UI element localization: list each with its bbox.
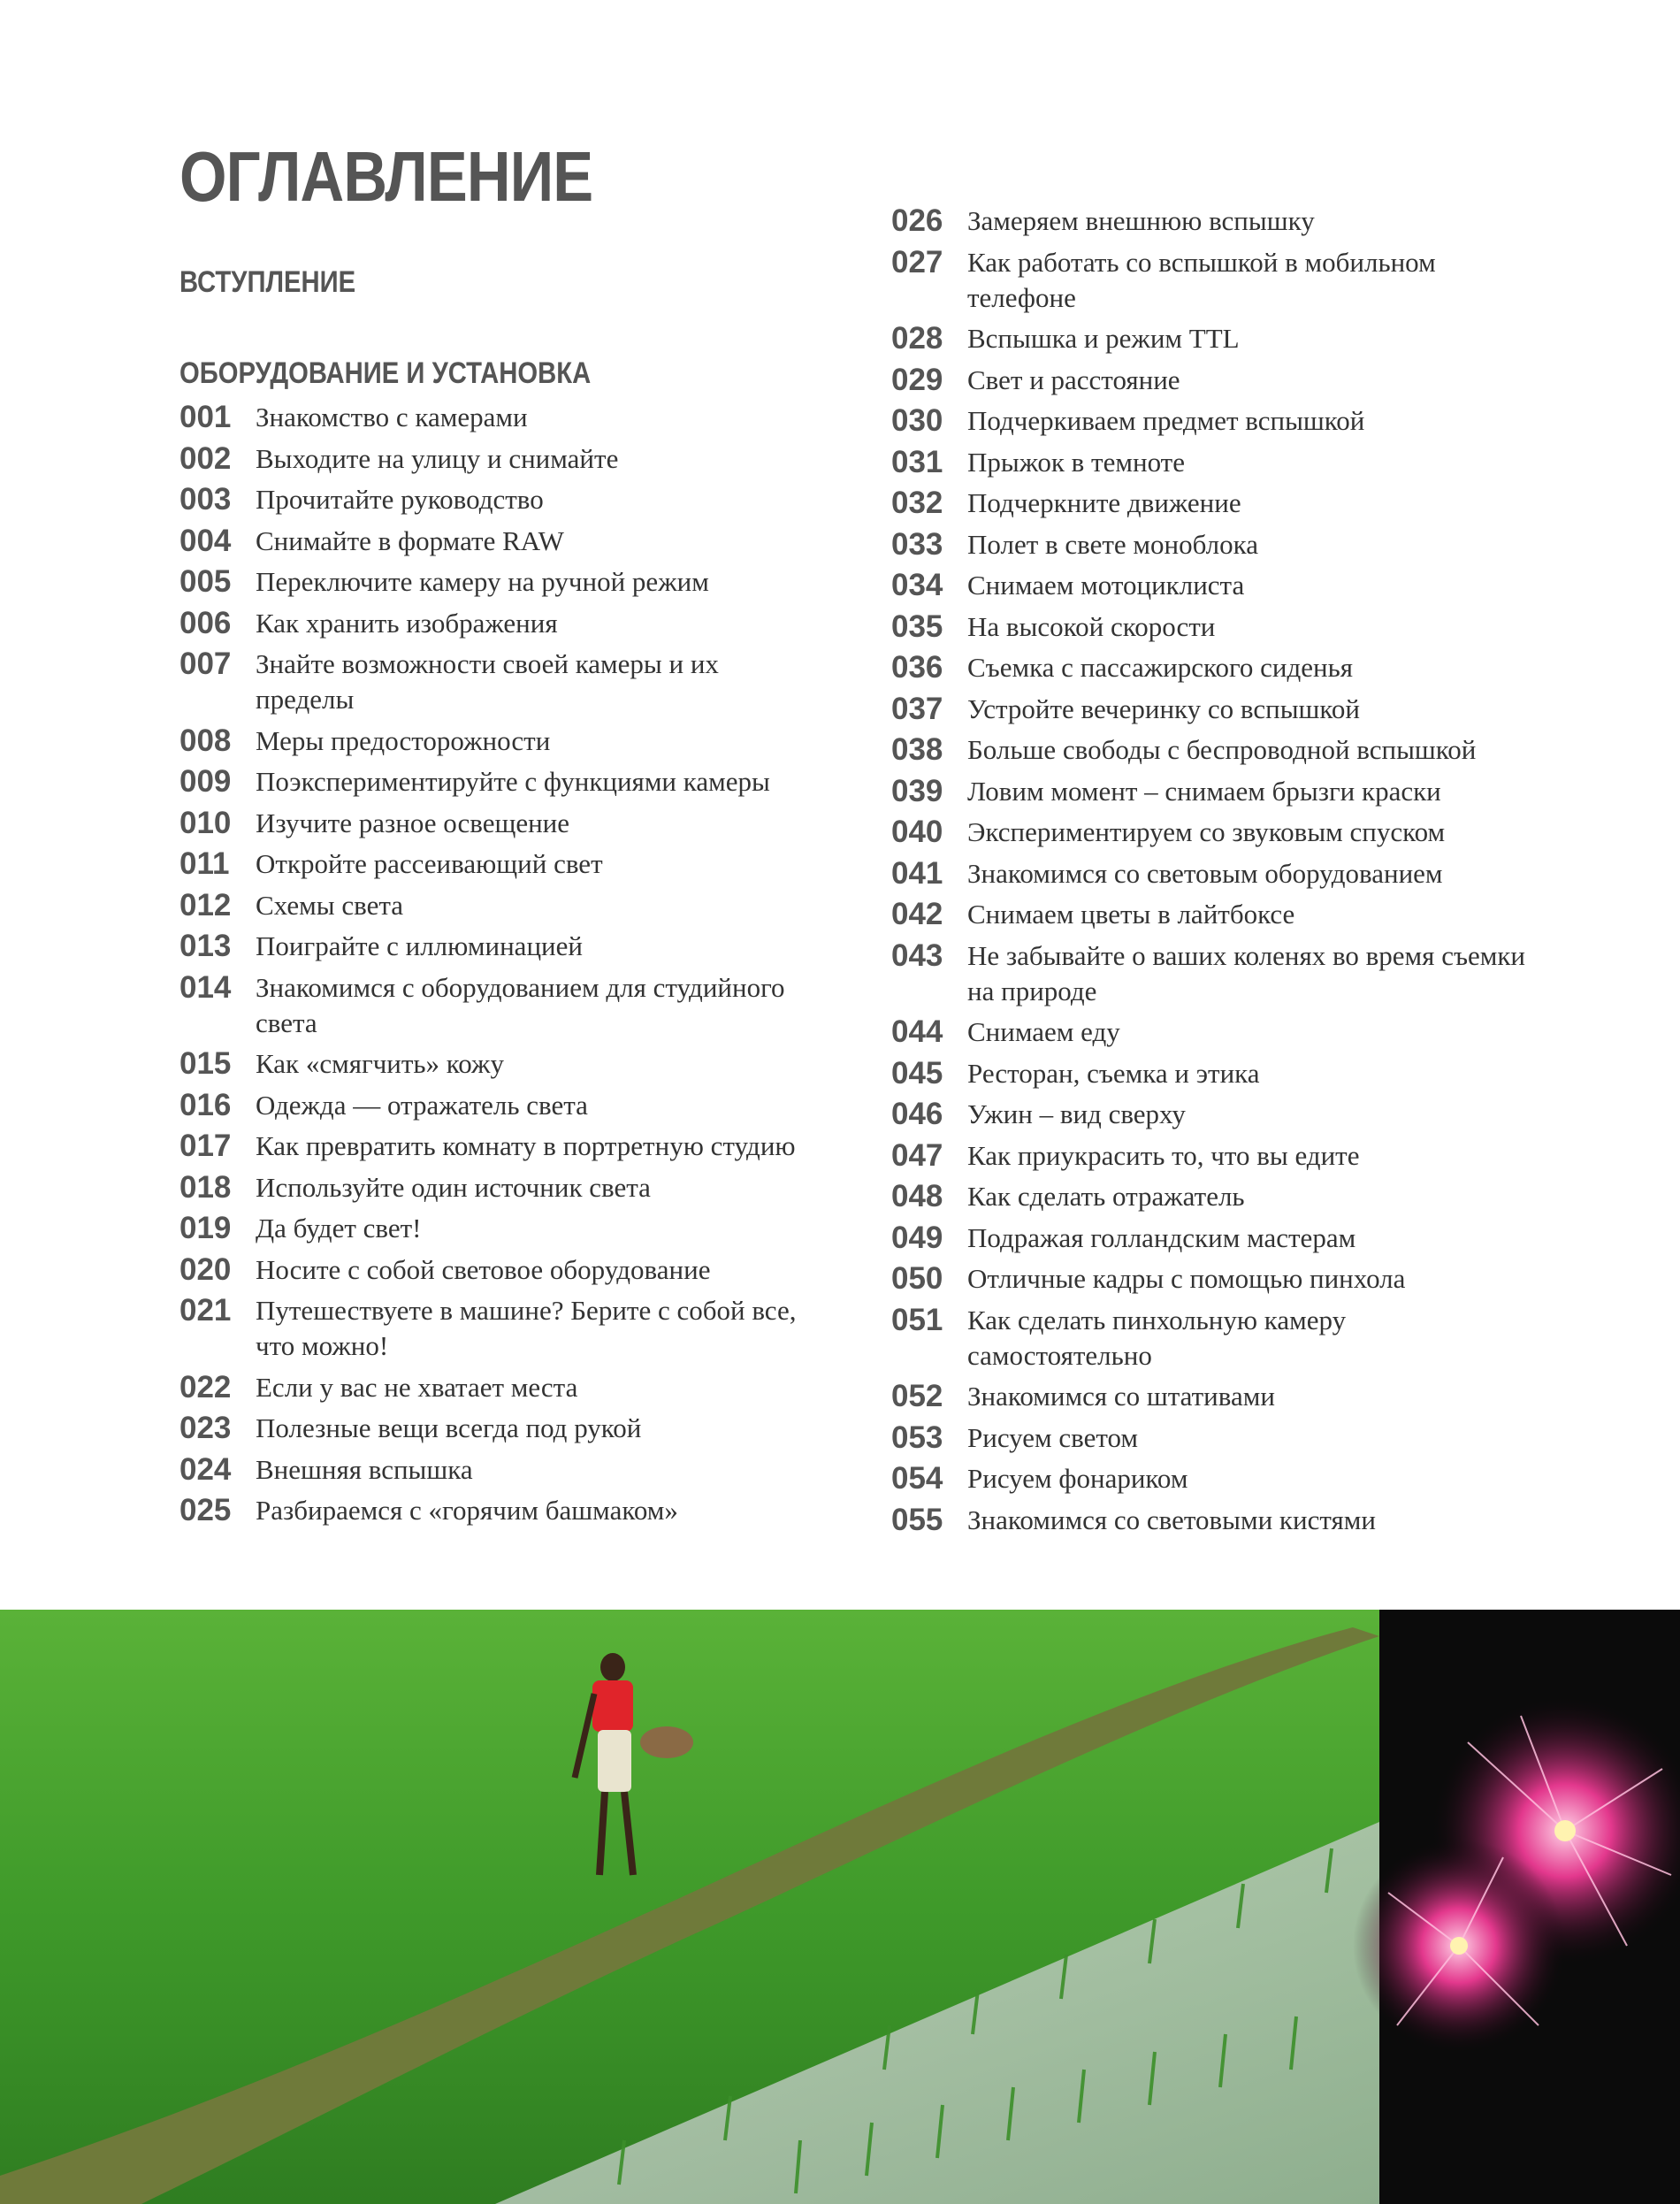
toc-entry-title: Снимаем еду xyxy=(967,1016,1120,1047)
toc-entry-title: Как превратить комнату в портретную студию xyxy=(256,1130,796,1161)
toc-entry xyxy=(891,1014,1599,1050)
toc-entry-title: Поиграйте с иллюминацией xyxy=(256,930,583,961)
toc-entry-title: Не забывайте о ваших коленях во время съемки на природе xyxy=(967,939,1526,1006)
toc-entry-number: 034 xyxy=(891,568,943,602)
toc-entry xyxy=(891,1138,1599,1174)
toc-entry xyxy=(179,929,887,964)
toc-entry-number: 055 xyxy=(891,1502,943,1537)
toc-entry-number: 029 xyxy=(891,362,943,397)
toc-entry-number: 009 xyxy=(179,764,232,799)
toc-entry-number: 039 xyxy=(891,773,943,808)
toc-entry-title: Ресторан, съемка и этика xyxy=(967,1057,1260,1089)
toc-column-right xyxy=(891,203,1599,1543)
toc-entry xyxy=(179,1252,887,1288)
toc-entry-title: Подчеркните движение xyxy=(967,487,1241,518)
fireworks-photo xyxy=(1353,1610,1680,2204)
toc-entry xyxy=(891,445,1599,480)
toc-entry xyxy=(179,888,887,923)
toc-entry xyxy=(179,1452,887,1488)
toc-entry-title: Отличные кадры с помощью пинхола xyxy=(967,1263,1406,1294)
toc-entry-number: 024 xyxy=(179,1451,232,1487)
toc-entry xyxy=(891,203,1599,239)
toc-entry-title: Как сделать пинхольную камеру самостоятельно xyxy=(967,1304,1347,1371)
toc-entry-number: 041 xyxy=(891,855,943,891)
toc-entry-title: Снимаем мотоциклиста xyxy=(967,570,1245,601)
toc-entry-number: 028 xyxy=(891,321,943,356)
toc-entry xyxy=(891,938,1599,1009)
toc-entry-number: 026 xyxy=(891,203,943,238)
toc-entry-title: Откройте рассеивающий свет xyxy=(256,848,603,879)
page-title: ОГЛАВЛЕНИЕ xyxy=(179,137,593,216)
toc-entry xyxy=(891,609,1599,645)
toc-entry xyxy=(179,1370,887,1405)
toc-entry xyxy=(179,846,887,882)
toc-entry-title: Прочитайте руководство xyxy=(256,484,544,515)
section-heading-equipment: ОБОРУДОВАНИЕ И УСТАНОВКА xyxy=(179,356,592,390)
toc-entry xyxy=(179,1493,887,1528)
toc-entry-number: 014 xyxy=(179,969,232,1005)
toc-entry-title: Схемы света xyxy=(256,889,404,921)
toc-entry xyxy=(891,732,1599,768)
toc-entry xyxy=(179,806,887,841)
toc-entry-number: 054 xyxy=(891,1461,943,1496)
toc-entry-number: 023 xyxy=(179,1411,232,1445)
toc-entry xyxy=(179,1170,887,1205)
toc-entry-title: Вспышка и режим TTL xyxy=(967,323,1240,354)
toc-entry-number: 007 xyxy=(179,647,232,681)
toc-entry-number: 042 xyxy=(891,897,943,931)
toc-entry xyxy=(179,1411,887,1446)
toc-entry xyxy=(179,564,887,600)
toc-column-left xyxy=(179,400,887,1534)
toc-entry xyxy=(891,403,1599,439)
toc-entry-number: 012 xyxy=(179,887,232,922)
toc-entry-number: 047 xyxy=(891,1137,943,1173)
toc-entry-title: Поэкспериментируйте с функциями камеры xyxy=(256,766,770,797)
toc-entry-title: Съемка с пассажирского сиденья xyxy=(967,652,1354,683)
toc-entry xyxy=(179,1046,887,1082)
toc-entry-title: Используйте один источник света xyxy=(256,1171,651,1203)
toc-entry-number: 052 xyxy=(891,1379,943,1413)
toc-entry-title: На высокой скорости xyxy=(967,610,1216,642)
toc-entry xyxy=(891,1303,1599,1374)
toc-entry-title: Как «смягчить» кожу xyxy=(256,1048,504,1079)
toc-entry-title: Знакомимся со штативами xyxy=(967,1381,1275,1412)
toc-entry-title: Подражая голландским мастерам xyxy=(967,1221,1356,1253)
toc-entry-number: 031 xyxy=(891,444,943,479)
toc-entry-title: Как хранить изображения xyxy=(256,607,558,639)
toc-entry-title: Если у вас не хватает места xyxy=(256,1371,578,1403)
toc-entry-title: Прыжок в темноте xyxy=(967,446,1185,478)
toc-entry xyxy=(891,692,1599,727)
toc-entry-number: 011 xyxy=(179,846,230,881)
toc-entry xyxy=(891,1420,1599,1456)
toc-entry xyxy=(179,764,887,800)
toc-entry-number: 027 xyxy=(891,244,943,279)
toc-entry-title: Знакомимся со световым оборудованием xyxy=(967,857,1443,889)
rice-field-photo xyxy=(0,1610,1379,2204)
toc-entry-title: Подчеркиваем предмет вспышкой xyxy=(967,405,1365,436)
toc-entry-title: Полезные вещи всегда под рукой xyxy=(256,1412,642,1443)
toc-entry-title: Носите с собой световое оборудование xyxy=(256,1253,711,1285)
toc-entry xyxy=(891,897,1599,932)
toc-entry xyxy=(891,815,1599,850)
toc-entry-number: 008 xyxy=(179,723,232,758)
toc-entry-number: 051 xyxy=(891,1302,943,1337)
toc-entry-number: 001 xyxy=(179,400,232,434)
toc-entry xyxy=(179,606,887,641)
toc-entry xyxy=(179,1129,887,1164)
toc-entry-number: 048 xyxy=(891,1179,943,1213)
toc-entry-number: 004 xyxy=(179,523,232,558)
toc-entry-title: Рисуем светом xyxy=(967,1421,1139,1453)
toc-entry-number: 010 xyxy=(179,805,232,840)
toc-entry-title: Снимайте в формате RAW xyxy=(256,524,564,556)
toc-entry xyxy=(179,482,887,517)
toc-entry xyxy=(179,1293,887,1364)
toc-entry-title: Знакомимся с оборудованием для студийного света xyxy=(256,971,785,1038)
toc-entry-number: 005 xyxy=(179,564,232,599)
toc-entry-number: 022 xyxy=(179,1369,232,1404)
toc-entry-title: Одежда — отражатель света xyxy=(256,1089,588,1121)
toc-entry xyxy=(179,1211,887,1246)
toc-entry-title: Путешествуете в машине? Берите с собой все, что можно! xyxy=(256,1295,797,1361)
toc-entry-number: 019 xyxy=(179,1211,232,1245)
toc-entry-title: Как сделать отражатель xyxy=(967,1181,1245,1212)
toc-entry-number: 020 xyxy=(179,1251,232,1287)
toc-entry xyxy=(891,363,1599,398)
toc-entry-title: Переключите камеру на ручной режим xyxy=(256,566,709,597)
toc-entry xyxy=(179,400,887,435)
toc-entry xyxy=(891,774,1599,809)
toc-entry-title: Знакомство с камерами xyxy=(256,402,528,432)
toc-entry-number: 006 xyxy=(179,605,232,640)
toc-entry-number: 035 xyxy=(891,608,943,644)
toc-entry-number: 018 xyxy=(179,1169,232,1205)
toc-entry xyxy=(891,1261,1599,1297)
toc-entry-title: Экспериментируем со звуковым спуском xyxy=(967,816,1446,847)
toc-entry-title: Полет в свете моноблока xyxy=(967,528,1258,560)
toc-entry xyxy=(179,970,887,1041)
toc-entry xyxy=(179,723,887,759)
toc-entry xyxy=(891,1179,1599,1214)
toc-entry-number: 021 xyxy=(179,1293,232,1328)
toc-entry-number: 044 xyxy=(891,1014,943,1049)
toc-entry-title: Больше свободы с беспроводной вспышкой xyxy=(967,734,1477,765)
toc-entry xyxy=(891,1221,1599,1256)
toc-entry xyxy=(891,1461,1599,1496)
toc-entry-number: 032 xyxy=(891,486,943,520)
toc-entry-title: Разбираемся с «горячим башмаком» xyxy=(256,1495,678,1526)
toc-entry-number: 050 xyxy=(891,1261,943,1296)
section-heading-intro: ВСТУПЛЕНИЕ xyxy=(179,265,356,299)
toc-entry-number: 045 xyxy=(891,1055,943,1091)
toc-entry-title: Снимаем цветы в лайтбоксе xyxy=(967,899,1295,930)
toc-entry xyxy=(891,527,1599,562)
bottom-photo-strip xyxy=(0,1610,1680,2204)
toc-entry-title: Ужин – вид сверху xyxy=(967,1098,1186,1129)
toc-entry-number: 037 xyxy=(891,691,943,726)
toc-entry-number: 036 xyxy=(891,650,943,685)
toc-entry-number: 053 xyxy=(891,1420,943,1455)
toc-entry xyxy=(891,1056,1599,1091)
toc-entry-title: Рисуем фонариком xyxy=(967,1463,1188,1494)
toc-entry-number: 015 xyxy=(179,1046,232,1081)
toc-entry-title: Как работать со вспышкой в мобильном телефоне xyxy=(967,246,1436,313)
toc-entry-title: Свет и расстояние xyxy=(967,364,1180,395)
toc-entry-number: 049 xyxy=(891,1220,943,1255)
toc-entry-number: 025 xyxy=(179,1493,232,1527)
toc-entry xyxy=(891,486,1599,521)
toc-entry-number: 003 xyxy=(179,482,232,517)
toc-entry xyxy=(891,1097,1599,1132)
toc-entry xyxy=(891,568,1599,603)
toc-entry xyxy=(179,441,887,477)
toc-entry-number: 033 xyxy=(891,526,943,562)
toc-entry-number: 013 xyxy=(179,929,232,963)
toc-entry-title: Внешняя вспышка xyxy=(256,1453,473,1485)
toc-entry xyxy=(891,1379,1599,1414)
toc-entry xyxy=(891,1503,1599,1538)
toc-entry xyxy=(179,647,887,717)
toc-entry-number: 038 xyxy=(891,732,943,767)
toc-entry-number: 030 xyxy=(891,403,943,438)
toc-entry-number: 002 xyxy=(179,440,232,476)
toc-entry-title: Устройте вечеринку со вспышкой xyxy=(967,693,1360,724)
toc-entry xyxy=(891,321,1599,356)
toc-entry-title: Изучите разное освещение xyxy=(256,807,570,838)
toc-entry-number: 046 xyxy=(891,1097,943,1131)
toc-entry-title: Меры предосторожности xyxy=(256,724,551,756)
toc-entry-title: Как приукрасить то, что вы едите xyxy=(967,1139,1360,1171)
toc-entry xyxy=(179,524,887,559)
toc-entry xyxy=(891,245,1599,316)
toc-entry-title: Знайте возможности своей камеры и их пределы xyxy=(256,648,719,715)
toc-entry-number: 016 xyxy=(179,1087,232,1122)
toc-entry-title: Знакомимся со световыми кистями xyxy=(967,1504,1376,1535)
toc-entry xyxy=(891,856,1599,892)
toc-entry xyxy=(179,1088,887,1123)
toc-entry xyxy=(891,650,1599,685)
toc-entry-number: 040 xyxy=(891,815,943,849)
toc-entry-title: Выходите на улицу и снимайте xyxy=(256,442,619,474)
toc-entry-title: Замеряем внешнюю вспышку xyxy=(967,205,1315,236)
toc-entry-number: 043 xyxy=(891,937,943,973)
toc-entry-title: Да будет свет! xyxy=(256,1213,422,1244)
toc-entry-title: Ловим момент – снимаем брызги краски xyxy=(967,775,1441,807)
toc-entry-number: 017 xyxy=(179,1129,232,1163)
